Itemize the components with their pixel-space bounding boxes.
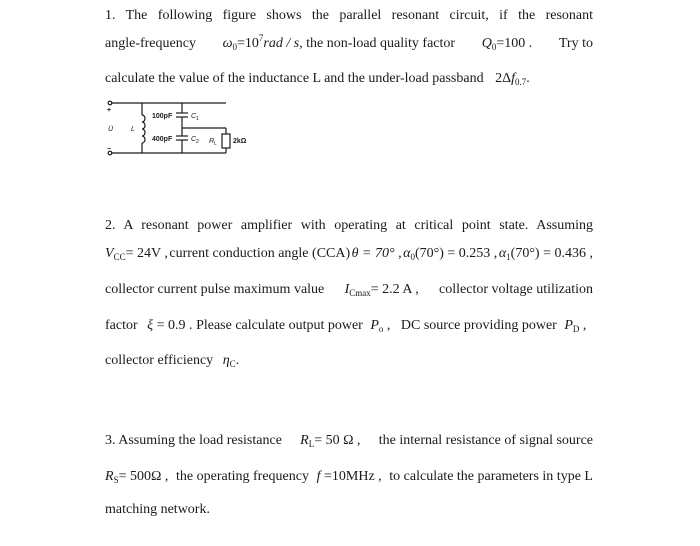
q2-a1-expr: $\alpha_1(70^\circ) = 0.436$ ,: [498, 246, 593, 262]
q1-line-1: [105, 7, 593, 25]
plus-sign: +: [107, 107, 112, 114]
q2-text: collector efficiency: [105, 353, 214, 368]
q2-text: ,: [582, 318, 587, 333]
q2-icmax-expr: $I_{Cmax}= 2.2$ A ,: [344, 282, 419, 298]
q2-text: , DC source providing power: [386, 318, 557, 333]
q2-text: collector current pulse maximum value: [105, 282, 325, 297]
q2-eta-expr: $\eta_C$.: [222, 353, 240, 369]
voltage-label: U̇: [108, 126, 114, 133]
resistor-subscript: L: [214, 141, 217, 147]
q3-rl-expr: $R_L= 50$ Ω ,: [300, 433, 361, 449]
inductor-coil: [142, 115, 145, 143]
q1-text: angle-frequency: [105, 36, 196, 51]
minus-sign: −: [107, 146, 112, 153]
c2-label: C: [191, 136, 197, 143]
parallel-resonant-circuit: [104, 98, 274, 160]
q3-text: matching network.: [105, 502, 210, 517]
q1-text: 1. The following figure shows the parallel resonant circuit, if the resonant: [105, 8, 593, 23]
q3-text: to calculate the parameters in type L: [389, 469, 593, 484]
c1-label: C: [191, 113, 197, 120]
q1-passband-expr: $2\Delta f_{0.7}$.: [495, 71, 530, 87]
q2-pd-expr: $P_D$: [564, 318, 580, 334]
q3-line-2: [105, 468, 593, 486]
resistor-value: 2kΩ: [233, 138, 247, 145]
q3-text: the operating frequency: [176, 469, 309, 484]
q3-line-1: [105, 432, 593, 450]
q2-line-2: [105, 245, 593, 263]
q3-text: 3. Assuming the load resistance: [105, 433, 282, 448]
c2-value: 400pF: [152, 136, 173, 143]
q1-line-3: [105, 70, 530, 88]
q3-text: the internal resistance of signal source: [378, 433, 593, 448]
terminal-top: [108, 101, 112, 105]
resistor-label: R: [209, 138, 215, 145]
q2-po-expr: $P_o$: [370, 318, 384, 334]
q2-text: Please calculate output power: [196, 318, 363, 333]
q2-vcc-expr: $V_{CC}= 24V$ ,: [105, 246, 168, 262]
c1-value: 100pF: [152, 113, 173, 120]
q2-text: current conduction angle (CCA): [169, 246, 351, 261]
c1-subscript: 1: [196, 116, 199, 122]
q1-text: calculate the value of the inductance L and the under-load passband: [105, 71, 484, 86]
q1-text: Try to: [558, 36, 593, 51]
q2-text: factor: [105, 318, 138, 333]
q2-xi-expr: ξ = 0.9 .: [147, 318, 193, 333]
q3-rs-expr: $R_S= 500\Omega$ ,: [105, 469, 169, 485]
q2-theta-expr: θ = 70° ,: [351, 246, 402, 261]
q1-line-2: [105, 35, 593, 53]
q1-omega-expr: $\omega_0=10^7rad / s$, the non-load quality factor: [222, 33, 456, 52]
q3-f-expr: f =10MHz ,: [316, 469, 382, 484]
q2-line-5: [105, 352, 239, 370]
q2-line-1: [105, 217, 593, 235]
q2-line-4: [105, 317, 586, 335]
load-resistor: [222, 134, 230, 148]
q2-a0-expr: $\alpha_0(70^\circ) = 0.253$ ,: [403, 246, 498, 262]
inductor-label: L: [131, 126, 135, 133]
q2-line-3: [105, 281, 593, 299]
c2-subscript: 2: [196, 139, 199, 145]
q2-text: 2. A resonant power amplifier with operating at critical point state. Assuming: [105, 218, 593, 233]
q3-line-3: [105, 501, 210, 519]
q2-text: collector voltage utilization: [439, 282, 593, 297]
q1-q-expr: $Q_0=100$ .: [481, 36, 533, 52]
